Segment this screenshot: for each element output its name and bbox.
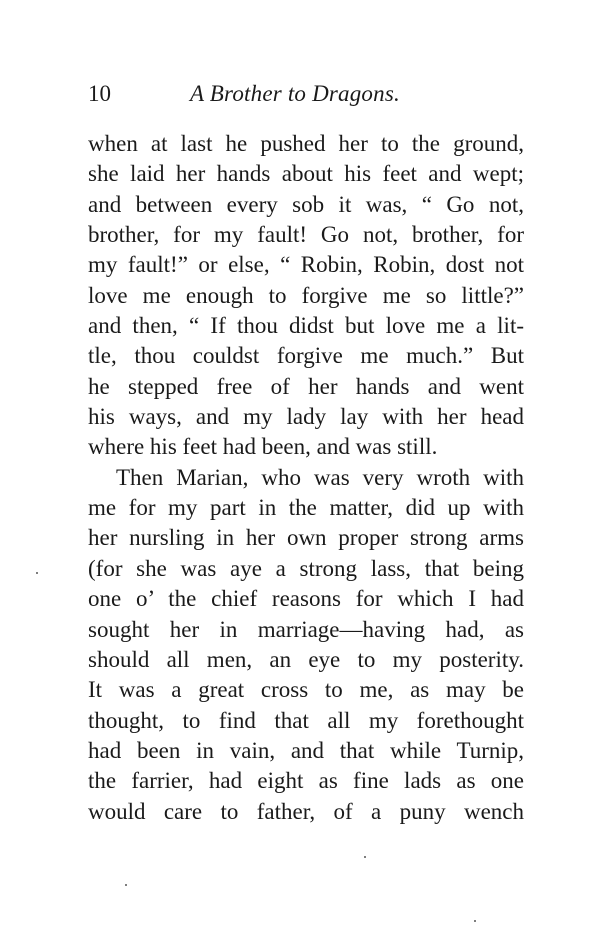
text-line: brother, for my fault! Go not, brother, for <box>88 222 524 248</box>
text-line: Then Marian, who was very wroth with <box>116 464 524 490</box>
text-line: one o’ the chief reasons for which I had <box>88 586 524 612</box>
page-number: 10 <box>88 81 111 106</box>
scan-speck <box>125 884 127 886</box>
text-line: tle, thou couldst forgive me much.” But <box>88 343 524 369</box>
text-line: she laid her hands about his feet and wept; <box>88 161 524 187</box>
text-line: he stepped free of her hands and went <box>88 373 524 399</box>
scan-speck <box>364 856 366 858</box>
text-line: would care to father, of a puny wench <box>88 798 524 824</box>
text-line: had been in vain, and that while Turnip, <box>88 737 524 763</box>
paragraph-1 <box>88 129 524 463</box>
text-line: my fault!” or else, “ Robin, Robin, dost not <box>88 252 524 278</box>
scan-speck <box>474 920 476 922</box>
text-line: It was a great cross to me, as may be <box>88 677 524 703</box>
body-text <box>88 129 524 827</box>
text-line: thought, to find that all my forethought <box>88 707 524 733</box>
page-header <box>88 81 524 113</box>
text-line: where his feet had been, and was still. <box>88 434 438 460</box>
text-line: love me enough to forgive me so little?” <box>88 282 524 308</box>
paragraph-2 <box>88 463 524 827</box>
text-line: me for my part in the matter, did up with <box>88 495 524 521</box>
text-line: should all men, an eye to my posterity. <box>88 646 524 672</box>
text-line: and between every sob it was, “ Go not, <box>88 191 524 217</box>
text-line: (for she was aye a strong lass, that being <box>88 555 524 581</box>
text-line: sought her in marriage—having had, as <box>88 616 524 642</box>
text-line: when at last he pushed her to the ground, <box>88 131 524 156</box>
text-line: the farrier, had eight as fine lads as one <box>88 768 524 794</box>
text-line: her nursling in her own proper strong arms <box>88 525 524 551</box>
text-line: his ways, and my lady lay with her head <box>88 404 524 430</box>
running-title: A Brother to Dragons. <box>190 81 400 106</box>
scan-speck <box>36 572 38 574</box>
text-line: and then, “ If thou didst but love me a lit- <box>88 313 524 339</box>
